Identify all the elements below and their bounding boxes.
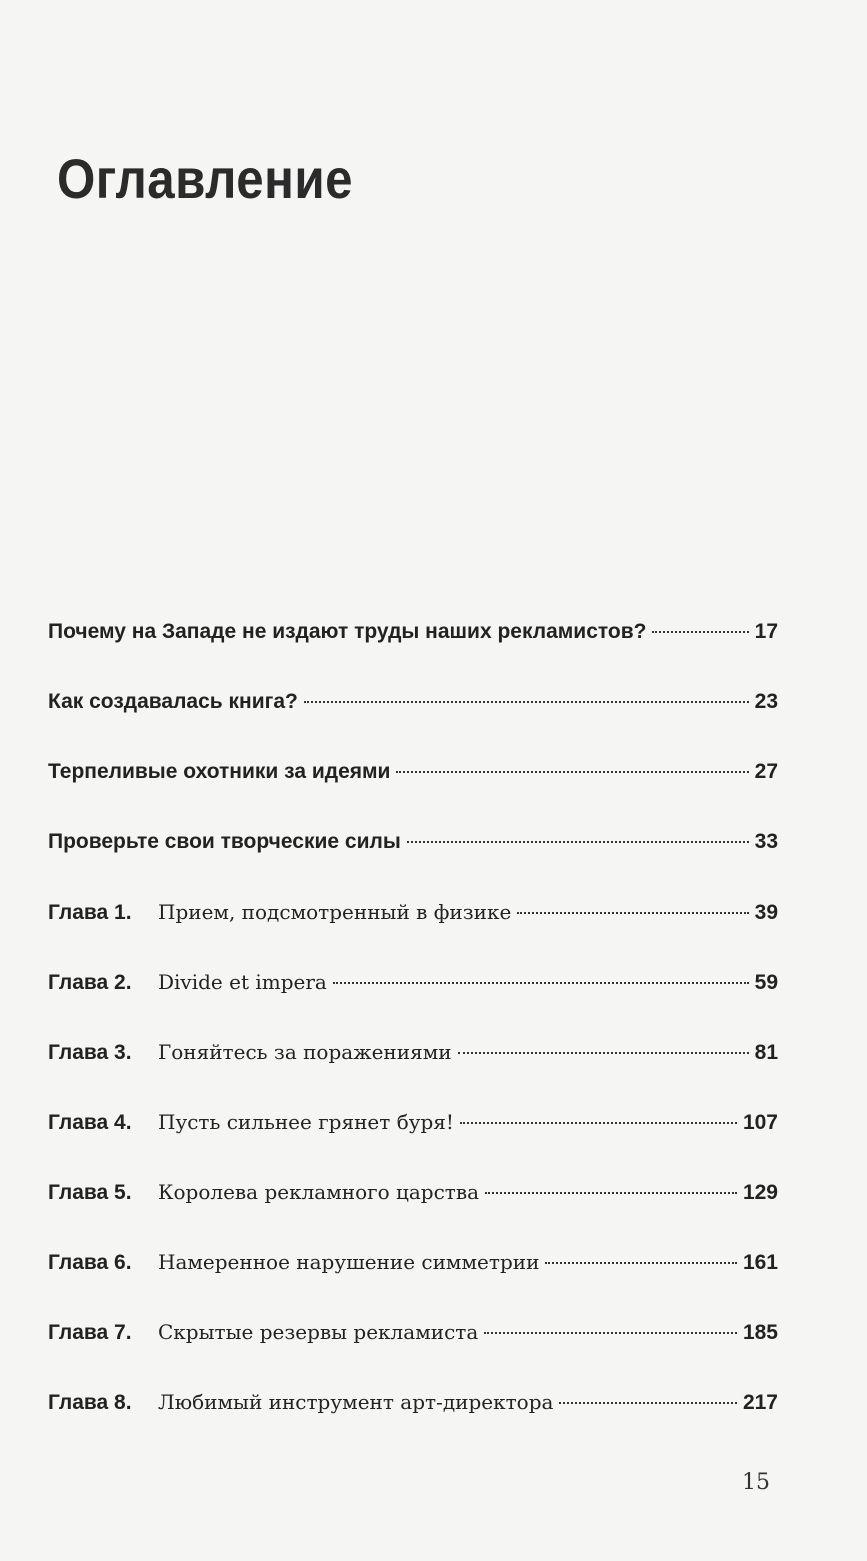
toc-entry-title: Как создавалась книга? — [48, 690, 298, 713]
chapter-label: Глава 1. — [48, 901, 132, 924]
toc-entry-chapter-8 — [48, 1390, 778, 1436]
page-number-folio: 15 — [742, 1470, 770, 1495]
toc-entry-chapter-7 — [48, 1320, 778, 1366]
dot-leader — [458, 1052, 749, 1054]
toc-page-number: 39 — [754, 901, 778, 924]
toc-entry-title: Пусть сильнее грянет буря! — [158, 1110, 454, 1134]
toc-entry-chapter-2 — [48, 970, 778, 1016]
toc-page-number: 81 — [754, 1041, 778, 1064]
toc-entry-intro-2 — [48, 690, 778, 736]
dot-leader — [460, 1122, 737, 1124]
toc-page-number: 185 — [742, 1321, 778, 1344]
dot-leader — [396, 771, 748, 773]
toc-entry-title: Divide et impera — [158, 970, 327, 994]
toc-page-number: 129 — [742, 1181, 778, 1204]
toc-entry-title: Проверьте свои творческие силы — [48, 830, 401, 853]
toc-page-number: 107 — [742, 1111, 778, 1134]
toc-entry-chapter-1 — [48, 900, 778, 946]
dot-leader — [545, 1262, 737, 1264]
chapter-label: Глава 4. — [48, 1111, 132, 1134]
table-of-contents — [48, 620, 778, 1460]
chapter-label: Глава 8. — [48, 1391, 132, 1414]
page-title: Оглавление — [57, 147, 353, 210]
dot-leader — [559, 1402, 737, 1404]
toc-page-number: 59 — [754, 971, 778, 994]
dot-leader — [652, 631, 748, 633]
dot-leader — [484, 1332, 737, 1334]
toc-entry-title: Гоняйтесь за поражениями — [158, 1040, 452, 1064]
toc-entry-title: Намеренное нарушение симметрии — [158, 1250, 540, 1274]
toc-entry-intro-3 — [48, 760, 778, 806]
toc-entry-chapter-5 — [48, 1180, 778, 1226]
toc-entry-title: Терпеливые охотники за идеями — [48, 760, 391, 783]
toc-page-number: 23 — [754, 690, 778, 713]
toc-entry-intro-1 — [48, 620, 778, 666]
toc-page-number: 217 — [742, 1391, 778, 1414]
dot-leader — [485, 1192, 737, 1194]
chapter-label: Глава 5. — [48, 1181, 132, 1204]
toc-entry-title: Прием, подсмотренный в физике — [158, 900, 512, 924]
dot-leader — [333, 982, 749, 984]
toc-page-number: 17 — [754, 620, 778, 643]
toc-entry-intro-4 — [48, 830, 778, 876]
dot-leader — [304, 701, 749, 703]
dot-leader — [517, 912, 748, 914]
toc-page-number: 33 — [754, 830, 778, 853]
toc-entry-title: Любимый инструмент арт-директора — [158, 1390, 554, 1414]
toc-entry-chapter-3 — [48, 1040, 778, 1086]
toc-entry-chapter-6 — [48, 1250, 778, 1296]
toc-page-number: 161 — [742, 1251, 778, 1274]
toc-entry-title: Скрытые резервы рекламиста — [158, 1320, 479, 1344]
toc-entry-title: Королева рекламного царства — [158, 1180, 480, 1204]
chapter-label: Глава 7. — [48, 1321, 132, 1344]
toc-entry-title: Почему на Западе не издают труды наших рекламистов? — [48, 620, 647, 643]
chapter-label: Глава 3. — [48, 1041, 132, 1064]
toc-page-number: 27 — [754, 760, 778, 783]
chapter-label: Глава 2. — [48, 971, 132, 994]
chapter-label: Глава 6. — [48, 1251, 132, 1274]
dot-leader — [407, 841, 749, 843]
toc-entry-chapter-4 — [48, 1110, 778, 1156]
